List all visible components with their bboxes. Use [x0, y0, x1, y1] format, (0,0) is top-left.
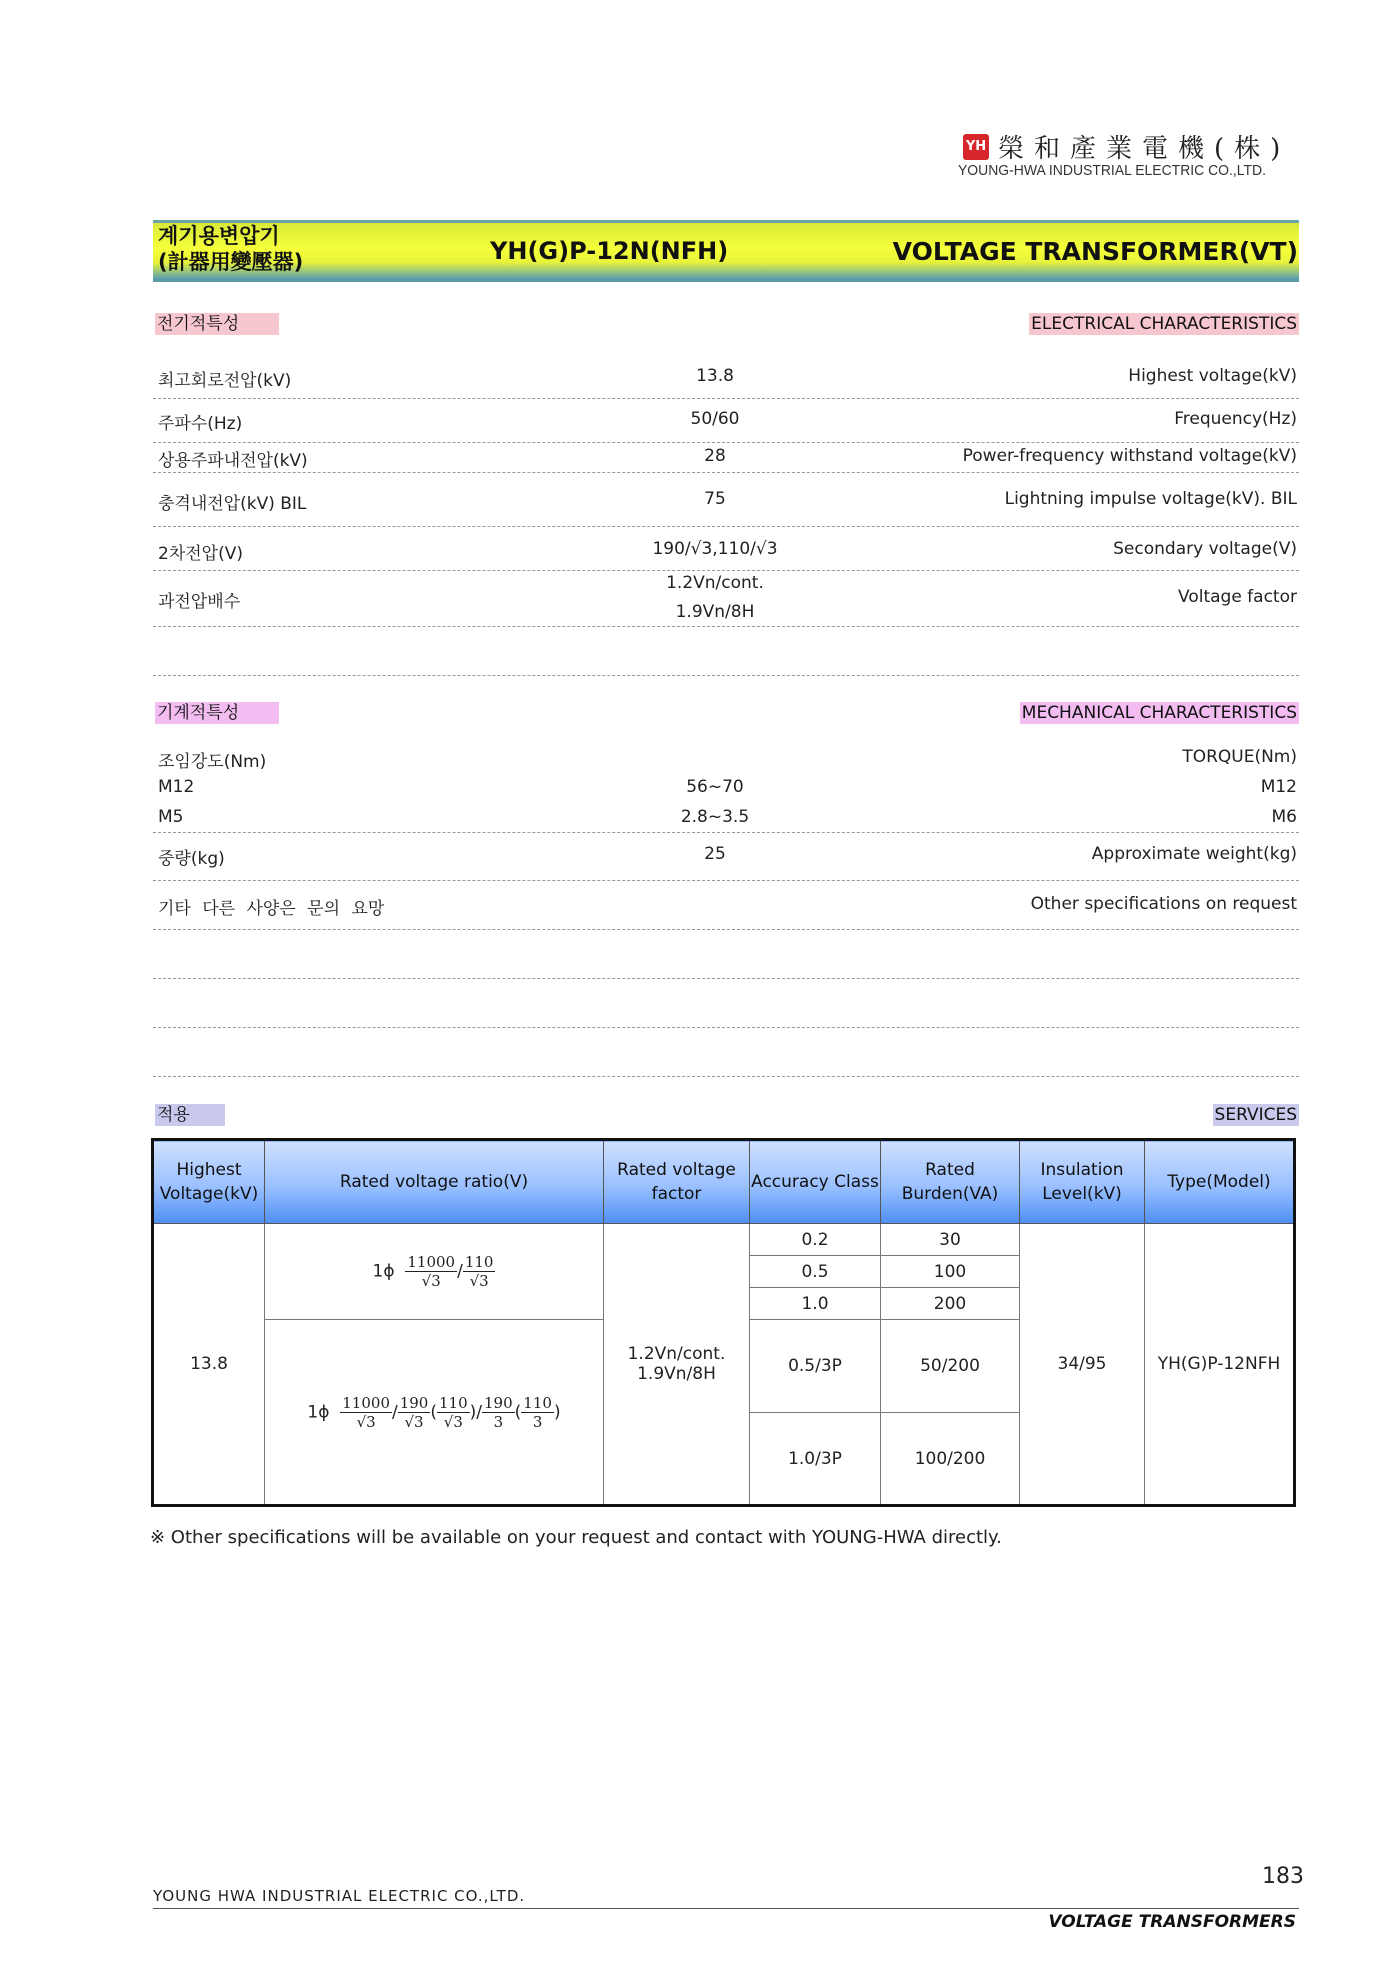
table-row	[153, 1224, 1295, 1256]
torque-m5-row: M5 2.8~3.5 M6	[153, 805, 1299, 833]
torque-m12-row: M12 56~70 M12	[158, 777, 1297, 797]
electrical-tag-en: ELECTRICAL CHARACTERISTICS	[1031, 314, 1297, 334]
mechanical-tag-ko: 기계적특성	[155, 702, 279, 724]
footer-divider	[153, 1908, 1299, 1909]
burden-cell: 50/200	[881, 1320, 1020, 1413]
product-title-en: VOLTAGE TRANSFORMER(VT)	[892, 237, 1298, 266]
burden-cell: 100/200	[881, 1413, 1020, 1506]
services-tag-ko: 적용	[155, 1104, 225, 1126]
col-ratio: Rated voltage ratio(V)	[265, 1140, 604, 1224]
accuracy-cell: 1.0	[750, 1288, 881, 1320]
company-name-en: YOUNG-HWA INDUSTRIAL ELECTRIC CO.,LTD.	[958, 162, 1266, 179]
title-korean: 계기용변압기 (計器用變壓器)	[158, 224, 304, 274]
col-highest-voltage: Highest Voltage(kV)	[153, 1140, 265, 1224]
footer-company: YOUNG HWA INDUSTRIAL ELECTRIC CO.,LTD.	[153, 1887, 526, 1905]
weight-row: 중량(kg) 25 Approximate weight(kg)	[153, 832, 1299, 881]
col-insulation: Insulation Level(kV)	[1020, 1140, 1145, 1224]
electrical-tag-ko: 전기적특성	[155, 313, 279, 335]
spacer-row	[153, 1027, 1299, 1077]
spacer-row	[153, 978, 1299, 1028]
spec-row: 충격내전압(kV) BIL 75 Lightning impulse voltage(kV). BIL	[153, 472, 1299, 527]
spec-row: 주파수(Hz) 50/60 Frequency(Hz)	[153, 398, 1299, 443]
company-logo-icon: YH	[963, 134, 989, 160]
spec-row: 최고회로전압(kV) 13.8 Highest voltage(kV)	[153, 360, 1299, 399]
spec-row: 2차전압(V) 190/√3,110/√3 Secondary voltage(V)	[153, 526, 1299, 571]
footnote: ※ Other specifications will be available on your request and contact with YOUNG-HWA directly.	[150, 1527, 1002, 1548]
accuracy-cell: 0.2	[750, 1224, 881, 1256]
ratio-open-delta: 1ϕ $\frac{11000}{√3}$ / $\frac{190}{√3}$ ( $\frac{110}{√3}$ )/ $\frac{190}{3}$ ( $\frac{110}{3}$ )	[265, 1320, 604, 1506]
company-name-cn: 榮和產業電機(株)	[998, 134, 1291, 164]
page-number: 183	[1262, 1864, 1304, 1889]
ratio-single-phase: 1ϕ $\frac{11000}{√3}$ / $\frac{110}{√3}$	[265, 1224, 604, 1320]
col-type: Type(Model)	[1145, 1140, 1295, 1224]
spacer-row	[153, 929, 1299, 979]
accuracy-cell: 1.0/3P	[750, 1413, 881, 1506]
rated-voltage-factor: 1.2Vn/cont. 1.9Vn/8H	[604, 1224, 750, 1506]
product-model: YH(G)P-12N(NFH)	[490, 237, 729, 265]
spacer-row	[153, 626, 1299, 676]
type-model: YH(G)P-12NFH	[1145, 1224, 1295, 1506]
spec-row: 상용주파내전압(kV) 28 Power-frequency withstand voltage(kV)	[153, 442, 1299, 473]
services-table	[151, 1138, 1296, 1507]
services-tag-en: SERVICES	[1214, 1105, 1297, 1125]
highest-voltage-value: 13.8	[153, 1224, 265, 1506]
footer-category: VOLTAGE TRANSFORMERS	[1048, 1912, 1296, 1932]
burden-cell: 30	[881, 1224, 1020, 1256]
insulation-level: 34/95	[1020, 1224, 1145, 1506]
burden-cell: 200	[881, 1288, 1020, 1320]
other-spec-row: 기타 다른 사양은 문의 요망 Other specifications on request	[153, 880, 1299, 930]
table-header-row	[153, 1140, 1295, 1224]
burden-cell: 100	[881, 1256, 1020, 1288]
torque-header-row: 조임강도(Nm) TORQUE(Nm)	[158, 747, 1297, 772]
col-accuracy: Accuracy Class	[750, 1140, 881, 1224]
spec-row: 과전압배수 1.2Vn/cont. 1.9Vn/8H Voltage factor	[153, 570, 1299, 627]
accuracy-cell: 0.5	[750, 1256, 881, 1288]
accuracy-cell: 0.5/3P	[750, 1320, 881, 1413]
col-burden: Rated Burden(VA)	[881, 1140, 1020, 1224]
col-factor: Rated voltage factor	[604, 1140, 750, 1224]
mechanical-tag-en: MECHANICAL CHARACTERISTICS	[1021, 703, 1297, 723]
